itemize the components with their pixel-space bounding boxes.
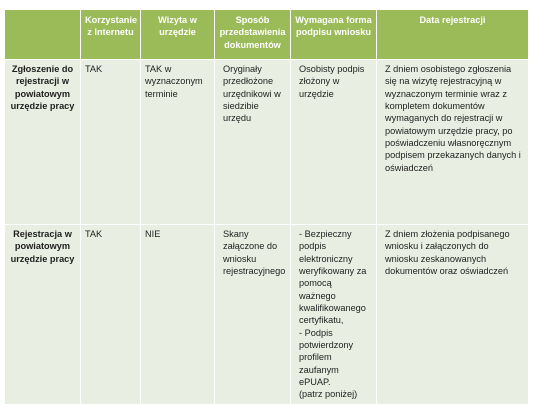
header-sposob: Sposób przedstawienia dokumentów xyxy=(215,10,291,60)
table-row xyxy=(5,60,529,225)
podpis-line: (patrz poniżej) xyxy=(299,389,358,400)
header-row xyxy=(5,10,529,60)
header-wizyta: Wizyta w urzędzie xyxy=(141,10,215,60)
header-podpis: Wymagana forma podpisu wniosku xyxy=(291,10,377,60)
cell-internet: TAK xyxy=(81,60,141,225)
podpis-line: - Bezpieczny podpis elektroniczny weryfikowany za pomocą ważnego kwalifikowanego certyfikatu, xyxy=(299,229,367,326)
header-empty xyxy=(5,10,81,60)
row-label: Zgłoszenie do rejestracji w powiatowym urzędzie pracy xyxy=(5,60,81,225)
table-row xyxy=(5,225,529,405)
cell-sposob: Skany załączone do wniosku rejestracyjnego xyxy=(215,225,291,405)
cell-wizyta: TAK w wyznaczonym terminie xyxy=(141,60,215,225)
cell-wizyta: NIE xyxy=(141,225,215,405)
registration-comparison-table xyxy=(4,9,529,405)
cell-data: Z dniem osobistego zgłoszenia się na wizytę rejestracyjną w wyznaczonym terminie wraz z kompletem dokumentów wymaganych do rejestracji w powiatowym urzędzie pracy, po poświadczeniu własnoręcznym podpisem przekazanych danych i oświadczeń xyxy=(377,60,529,225)
cell-podpis xyxy=(291,225,377,405)
header-data: Data rejestracji xyxy=(377,10,529,60)
cell-internet: TAK xyxy=(81,225,141,405)
cell-podpis: Osobisty podpis złożony w urzędzie xyxy=(291,60,377,225)
cell-data: Z dniem złożenia podpisanego wniosku i załączonych do wniosku zeskanowanych dokumentów oraz oświadczeń xyxy=(377,225,529,405)
header-internet: Korzystanie z Internetu xyxy=(81,10,141,60)
podpis-line: - Podpis potwierdzony profilem zaufanym ePUAP. xyxy=(299,327,354,387)
row-label: Rejestracja w powiatowym urzędzie pracy xyxy=(5,225,81,405)
cell-sposob: Oryginały przedłożone urzędnikowi w siedzibie urzędu xyxy=(215,60,291,225)
